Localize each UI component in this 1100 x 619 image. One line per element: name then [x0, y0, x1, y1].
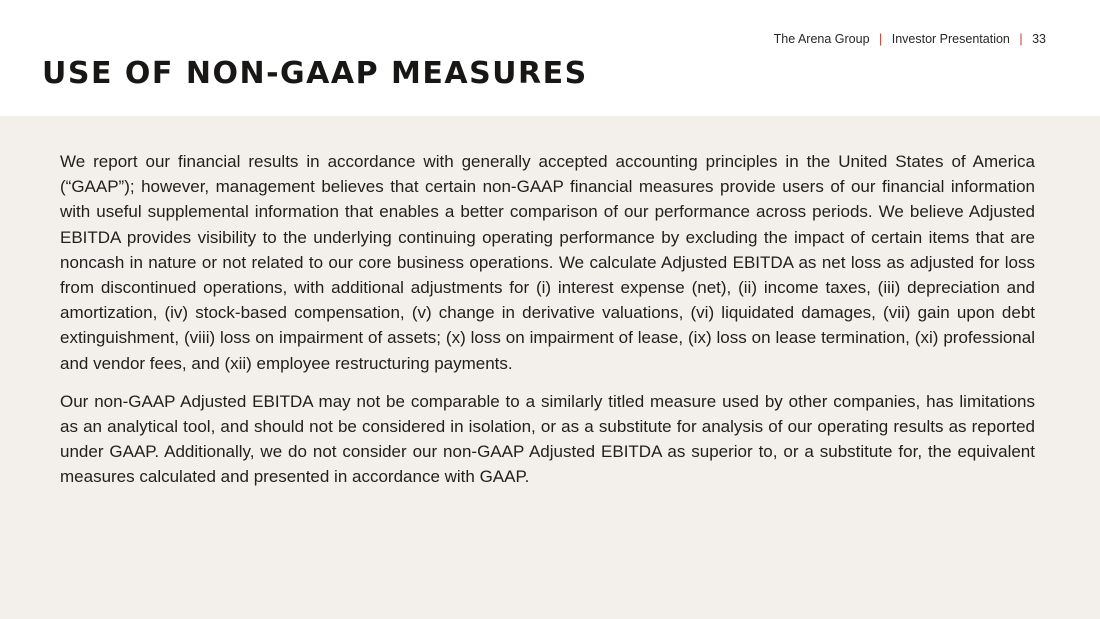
header-meta: [774, 32, 1046, 46]
presentation-name: Investor Presentation: [891, 32, 1010, 46]
content-panel: [0, 116, 1100, 619]
content-body: [60, 149, 1035, 503]
paragraph-intro: We report our financial results in accordance with generally accepted accounting principles in the United States of America (“GAAP”); however, management believes that certain non-GAAP financial measures provide users of our financial information with useful supplemental information that enables a better comparison of our performance across periods. We believe Adjusted EBITDA provides visibility to the underlying continuing operating performance by excluding the impact of certain items that are noncash in nature or not related to our core business operations. We calculate Adjusted EBITDA as net loss as adjusted for loss from discontinued operations, with additional adjustments for (i) interest expense (net), (ii) income taxes, (iii) depreciation and amortization, (iv) stock-based compensation, (v) change in derivative valuations, (vi) liquidated damages, (vii) gain upon debt extinguishment, (viii) loss on impairment of assets; (x) loss on impairment of lease, (ix) loss on lease termination, (xi) professional and vendor fees, and (xii) employee restructuring payments.: [60, 152, 1035, 373]
company-name: The Arena Group: [773, 32, 870, 46]
header-separator: |: [1019, 32, 1023, 46]
header-separator: |: [879, 32, 883, 46]
slide-header: [0, 0, 1100, 116]
page-title: USE OF NON-GAAP MEASURES: [42, 56, 588, 91]
page-number: 33: [1032, 32, 1046, 46]
paragraph-limitations: Our non-GAAP Adjusted EBITDA may not be comparable to a similarly titled measure used by other companies, has limitations as an analytical tool, and should not be considered in isolation, or as a substitute for analysis of our operating results as reported under GAAP. Additionally, we do not consider our non-GAAP Adjusted EBITDA as superior to, or a substitute for, the equivalent measures calculated and presented in accordance with GAAP.: [60, 391, 1035, 487]
